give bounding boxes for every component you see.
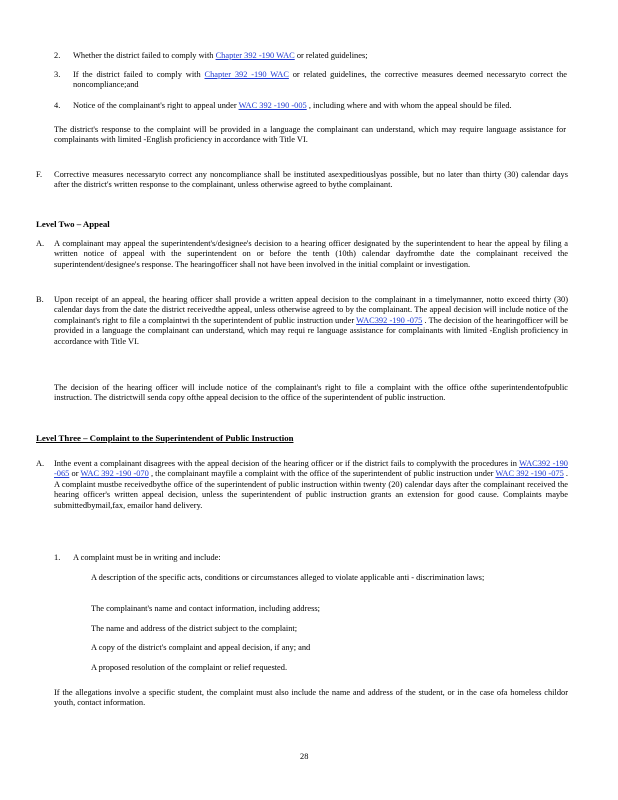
item-3-text bbox=[73, 70, 567, 91]
item-2-label: 2. bbox=[54, 51, 61, 60]
item-3-post: or related guidelines, the corrective measures deemed necessaryto correct the noncompliance;and bbox=[73, 70, 567, 90]
level-two-b-para2: The decision of the hearing officer will include notice of the complainant's right to file a complaint with the office ofthe superintendentofpublic instruction. The districtwill senda copy ofthe appeal decision to the office of the superintendent of public instruction. bbox=[54, 383, 568, 403]
bullet-2-text: The complainant's name and contact information, including address; bbox=[91, 604, 320, 613]
bullet-3-text: The name and address of the district subject to the complaint; bbox=[91, 624, 298, 633]
level-two-b-label: B. bbox=[36, 295, 44, 304]
item-f-text: Corrective measures necessaryto correct any noncompliance shall be instituted asexpeditiouslyas possible, but no later than thirty (30) calendar days after the district's written response to the complainant, unless otherwise agreed to bythe complainant. bbox=[54, 170, 568, 190]
item-3-pre: If the district failed to comply with bbox=[73, 70, 205, 79]
level-three-a-text bbox=[54, 459, 568, 511]
bullet-4-text: A copy of the district's complaint and appeal decision, if any; and bbox=[91, 643, 311, 652]
item-f-label: F. bbox=[36, 170, 43, 179]
bullet-1-text: A description of the specific acts, conditions or circumstances alleged to violate applicable anti - discrimination laws; bbox=[91, 573, 485, 582]
wac-392-190-070-link[interactable]: WAC 392 -190 -070 bbox=[80, 469, 149, 479]
level-two-a-text: A complainant may appeal the superintendent's/designee's decision to a hearing officer designated by the superintendent to hear the appeal by filing a written notice of appeal with the superintendent on or before the tenth (10th) calendar dayfromthe date the complainant received the superintendent/designee's response. The hearingofficer shall not have been involved in the initial complaint or investigation. bbox=[54, 239, 568, 269]
level-two-b-post: . The decision of the hearingofficer will be provided in a language the complainant can understand, which may requi re language assistance for complainants with limited -English proficiency in accordance with Title VI. bbox=[54, 315, 568, 346]
item-4-pre: Notice of the complainant's right to appeal under bbox=[73, 101, 239, 110]
item-2-pre: Whether the district failed to comply with bbox=[73, 51, 216, 60]
wac-392-190-075-link-2[interactable]: WAC 392 -190 -075 bbox=[495, 469, 564, 479]
closing-paragraph: If the allegations involve a specific student, the complaint must also include the name and address of the student, or in the case ofa homeless childor youth, contact information. bbox=[54, 688, 568, 708]
wac-392-190-065-link[interactable]: WAC392 -190 -065 bbox=[54, 459, 568, 479]
wac-392-190-075-link[interactable]: WAC392 -190 -075 bbox=[356, 315, 423, 325]
level-three-a-label: A. bbox=[36, 459, 45, 468]
level-two-heading: Level Two – Appeal bbox=[36, 219, 110, 229]
bullet-5-text: A proposed resolution of the complaint or relief requested. bbox=[91, 663, 288, 672]
sub-1-text: A complaint must be in writing and include: bbox=[73, 553, 221, 562]
chapter-392-190-link[interactable]: Chapter 392 -190 WAC bbox=[215, 51, 295, 60]
level-three-a-t2: or bbox=[69, 469, 81, 479]
level-three-a-t3: , the complainant mayfile a complaint with the office of the superintendent of public instruction under bbox=[148, 469, 496, 479]
level-three-heading: Level Three – Complaint to the Superintendent of Public Instruction bbox=[36, 433, 294, 443]
item-2-text bbox=[73, 51, 563, 61]
level-two-b-text bbox=[54, 295, 568, 347]
level-three-a-t1: Inthe event a complainant disagrees with the appeal decision of the hearing officer or if the district fails to complywith the procedures in bbox=[54, 459, 520, 468]
level-two-a-label: A. bbox=[36, 239, 45, 248]
item-4-label: 4. bbox=[54, 101, 61, 110]
item-4-text bbox=[73, 101, 563, 111]
response-paragraph: The district's response to the complaint will be provided in a language the complainant can understand, which may require language assistance for complainants with limited -English proficiency in accordance with Title VI. bbox=[54, 125, 566, 145]
item-4-post: , including where and with whom the appeal should be filed. bbox=[306, 101, 512, 110]
level-three-a-t4: . A complaint mustbe receivedbythe office of the superintendent of public instruction within twenty (20) calendar days after the complainant received the hearing officer's written appeal decision, unless the superintendent of public instruction grants an extension for good cause. Complaints maybe submittedbymail,fax, emailor hand delivery. bbox=[54, 469, 569, 510]
chapter-392-190-link-2[interactable]: Chapter 392 -190 WAC bbox=[204, 70, 289, 79]
level-two-b-pre: Upon receipt of an appeal, the hearing officer shall provide a written appeal decision to the complainant in a timelymanner, notto exceed thirty (30) calendar days from the date the district receivedthe appeal, unless otherwise agreed to by the complainant. The appeal decision will include notice of the complainant's right to file a complaintwi th the superintendent of public instruction under bbox=[54, 295, 568, 325]
wac-392-190-005-link[interactable]: WAC 392 -190 -005 bbox=[238, 101, 307, 110]
sub-1-label: 1. bbox=[54, 553, 61, 562]
item-2-post: or related guidelines; bbox=[294, 51, 368, 60]
page-number: 28 bbox=[300, 752, 309, 761]
item-3-label: 3. bbox=[54, 70, 61, 79]
